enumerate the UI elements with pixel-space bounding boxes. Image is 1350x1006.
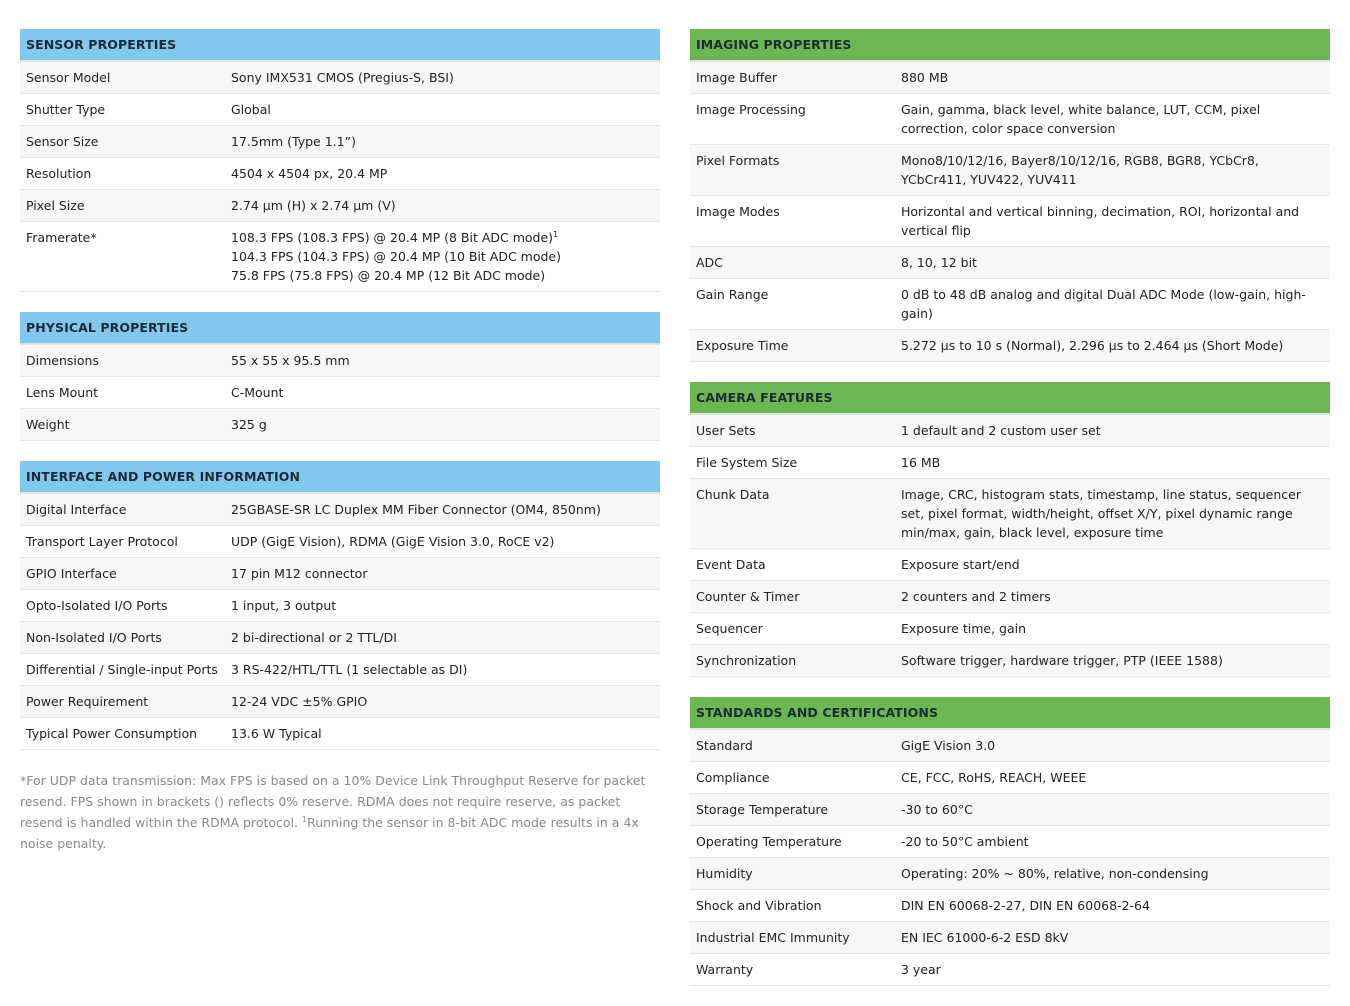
- spec-label: Image Buffer: [696, 70, 778, 85]
- spec-label: Digital Interface: [26, 502, 127, 517]
- physical-properties-section: [20, 312, 660, 441]
- spec-value: Software trigger, hardware trigger, PTP (IEEE 1588): [901, 653, 1223, 668]
- spec-value: 13.6 W Typical: [231, 726, 322, 741]
- right-column: [690, 29, 1330, 1006]
- standards-certifications-section: [690, 697, 1330, 986]
- table-row: [20, 158, 660, 190]
- spec-value: Gain, gamma, black level, white balance, LUT, CCM, pixel correction, color space conversion: [901, 102, 1261, 136]
- spec-label: Power Requirement: [26, 694, 149, 709]
- spec-value: EN IEC 61000-6-2 ESD 8kV: [901, 930, 1069, 945]
- spec-label: Typical Power Consumption: [26, 726, 198, 741]
- table-row: [690, 762, 1330, 794]
- table-row: [690, 922, 1330, 954]
- table-row: [20, 62, 660, 94]
- spec-value: 12-24 VDC ±5% GPIO: [231, 694, 368, 709]
- spec-value: 5.272 µs to 10 s (Normal), 2.296 µs to 2.464 µs (Short Mode): [901, 338, 1284, 353]
- spec-value: 0 dB to 48 dB analog and digital Dual ADC Mode (low-gain, high-gain): [901, 287, 1306, 321]
- spec-value: 17.5mm (Type 1.1”): [231, 134, 356, 149]
- table-row: [20, 654, 660, 686]
- spec-value: 325 g: [231, 417, 267, 432]
- spec-label: Counter & Timer: [696, 589, 800, 604]
- table-row: [690, 94, 1330, 145]
- footnote: [20, 770, 660, 854]
- spec-value: Horizontal and vertical binning, decimation, ROI, horizontal and vertical flip: [901, 204, 1300, 238]
- spec-label: Gain Range: [696, 287, 769, 302]
- table-row: [690, 62, 1330, 94]
- spec-value: 16 MB: [901, 455, 941, 470]
- table-row: [20, 622, 660, 654]
- spec-label: Sensor Model: [26, 70, 111, 85]
- table-row: [20, 590, 660, 622]
- spec-label: Differential / Single-input Ports: [26, 662, 218, 677]
- table-row: [690, 794, 1330, 826]
- table-row: [690, 247, 1330, 279]
- spec-label: Synchronization: [696, 653, 797, 668]
- spec-value: Global: [231, 102, 271, 117]
- spec-label: Opto-Isolated I/O Ports: [26, 598, 168, 613]
- section-title: STANDARDS AND CERTIFICATIONS: [690, 697, 1330, 730]
- table-row: [690, 730, 1330, 762]
- table-row: [690, 826, 1330, 858]
- spec-label: Pixel Size: [26, 198, 85, 213]
- spec-value: 2.74 µm (H) x 2.74 µm (V): [231, 198, 396, 213]
- table-row: [20, 409, 660, 441]
- table-row: [690, 196, 1330, 247]
- spec-label: Sensor Size: [26, 134, 99, 149]
- spec-label: Sequencer: [696, 621, 763, 636]
- spec-label: Framerate*: [26, 230, 97, 245]
- framerate-10bit: 104.3 FPS (104.3 FPS) @ 20.4 MP (10 Bit ADC mode): [231, 249, 561, 264]
- footnote-marker: 1: [302, 814, 308, 824]
- spec-label: Transport Layer Protocol: [26, 534, 178, 549]
- spec-label: Storage Temperature: [696, 802, 829, 817]
- table-row: [20, 126, 660, 158]
- spec-label: Standard: [696, 738, 753, 753]
- spec-value: UDP (GigE Vision), RDMA (GigE Vision 3.0, RoCE v2): [231, 534, 555, 549]
- table-row: [690, 279, 1330, 330]
- section-title: SENSOR PROPERTIES: [20, 29, 660, 62]
- spec-value: C-Mount: [231, 385, 284, 400]
- spec-value: Mono8/10/12/16, Bayer8/10/12/16, RGB8, BGR8, YCbCr8, YCbCr411, YUV422, YUV411: [901, 153, 1259, 187]
- framerate-12bit: 75.8 FPS (75.8 FPS) @ 20.4 MP (12 Bit ADC mode): [231, 268, 546, 283]
- spec-label: Chunk Data: [696, 487, 770, 502]
- spec-value: Image, CRC, histogram stats, timestamp, line status, sequencer set, pixel format, width/height, offset X/Y, pixel dynamic range min/max, gain, black level, exposure time: [901, 487, 1301, 540]
- table-row: [690, 581, 1330, 613]
- spec-label: Lens Mount: [26, 385, 99, 400]
- table-row: [20, 526, 660, 558]
- spec-value: 3 RS-422/HTL/TTL (1 selectable as DI): [231, 662, 468, 677]
- spec-label: Weight: [26, 417, 70, 432]
- spec-label: Exposure Time: [696, 338, 789, 353]
- section-title: INTERFACE AND POWER INFORMATION: [20, 461, 660, 494]
- left-column: [20, 29, 660, 854]
- section-title: PHYSICAL PROPERTIES: [20, 312, 660, 345]
- spec-value: Exposure start/end: [901, 557, 1020, 572]
- spec-label: Resolution: [26, 166, 92, 181]
- table-row: [690, 858, 1330, 890]
- spec-label: Shock and Vibration: [696, 898, 822, 913]
- spec-value: Sony IMX531 CMOS (Pregius-S, BSI): [231, 70, 454, 85]
- table-row: [20, 190, 660, 222]
- table-row: [690, 645, 1330, 677]
- imaging-properties-section: [690, 29, 1330, 362]
- footnote-text: Running the sensor in 8-bit ADC mode results in a 4x noise penalty.: [20, 815, 639, 851]
- spec-label: GPIO Interface: [26, 566, 117, 581]
- spec-value: Exposure time, gain: [901, 621, 1027, 636]
- table-row: [690, 415, 1330, 447]
- framerate-8bit: 108.3 FPS (108.3 FPS) @ 20.4 MP (8 Bit ADC mode): [231, 230, 554, 245]
- spec-label: Event Data: [696, 557, 766, 572]
- spec-value: 3 year: [901, 962, 941, 977]
- spec-label: Warranty: [696, 962, 754, 977]
- spec-label: Pixel Formats: [696, 153, 780, 168]
- sensor-properties-section: [20, 29, 660, 292]
- spec-value: 25GBASE-SR LC Duplex MM Fiber Connector (OM4, 850nm): [231, 502, 601, 517]
- spec-label: Dimensions: [26, 353, 99, 368]
- spec-label: Non-Isolated I/O Ports: [26, 630, 162, 645]
- table-row: [20, 558, 660, 590]
- spec-value: 2 bi-directional or 2 TTL/DI: [231, 630, 397, 645]
- spec-value: 17 pin M12 connector: [231, 566, 368, 581]
- spec-value: 1 input, 3 output: [231, 598, 337, 613]
- table-row: [20, 494, 660, 526]
- camera-features-section: [690, 382, 1330, 677]
- spec-value: DIN EN 60068-2-27, DIN EN 60068-2-64: [901, 898, 1150, 913]
- spec-value: 8, 10, 12 bit: [901, 255, 977, 270]
- spec-value: GigE Vision 3.0: [901, 738, 996, 753]
- spec-value: 55 x 55 x 95.5 mm: [231, 353, 350, 368]
- spec-value: -20 to 50°C ambient: [901, 834, 1029, 849]
- spec-value: 2 counters and 2 timers: [901, 589, 1051, 604]
- spec-label: File System Size: [696, 455, 798, 470]
- spec-label: Operating Temperature: [696, 834, 842, 849]
- spec-label: User Sets: [696, 423, 756, 438]
- spec-value: -30 to 60°C: [901, 802, 973, 817]
- table-row: [20, 377, 660, 409]
- spec-value: 4504 x 4504 px, 20.4 MP: [231, 166, 388, 181]
- table-row: [20, 345, 660, 377]
- table-row: [690, 549, 1330, 581]
- interface-power-section: [20, 461, 660, 750]
- table-row: [690, 954, 1330, 986]
- spec-value: [231, 228, 660, 285]
- table-row: [690, 330, 1330, 362]
- table-row: [20, 222, 660, 292]
- spec-value: 880 MB: [901, 70, 949, 85]
- spec-label: Shutter Type: [26, 102, 106, 117]
- spec-label: Compliance: [696, 770, 770, 785]
- spec-label: Image Processing: [696, 102, 806, 117]
- spec-label: ADC: [696, 255, 723, 270]
- table-row: [690, 447, 1330, 479]
- table-row: [690, 890, 1330, 922]
- spec-label: Image Modes: [696, 204, 780, 219]
- footnote-marker: 1: [553, 229, 559, 239]
- table-row: [690, 479, 1330, 549]
- spec-value: 1 default and 2 custom user set: [901, 423, 1101, 438]
- table-row: [20, 718, 660, 750]
- table-row: [690, 145, 1330, 196]
- table-row: [20, 94, 660, 126]
- spec-value: Operating: 20% ~ 80%, relative, non-condensing: [901, 866, 1209, 881]
- spec-label: Industrial EMC Immunity: [696, 930, 850, 945]
- table-row: [690, 613, 1330, 645]
- spec-label: Humidity: [696, 866, 753, 881]
- section-title: CAMERA FEATURES: [690, 382, 1330, 415]
- spec-value: CE, FCC, RoHS, REACH, WEEE: [901, 770, 1087, 785]
- table-row: [20, 686, 660, 718]
- framerate-line: [231, 228, 652, 247]
- footnote-text: *For UDP data transmission: Max FPS is based on a 10% Device Link Throughput Reserve for packet resend. FPS shown in brackets () reflects 0% reserve. RDMA does not require reserve, as packet resend is handled within the RDMA protocol.: [20, 773, 646, 830]
- section-title: IMAGING PROPERTIES: [690, 29, 1330, 62]
